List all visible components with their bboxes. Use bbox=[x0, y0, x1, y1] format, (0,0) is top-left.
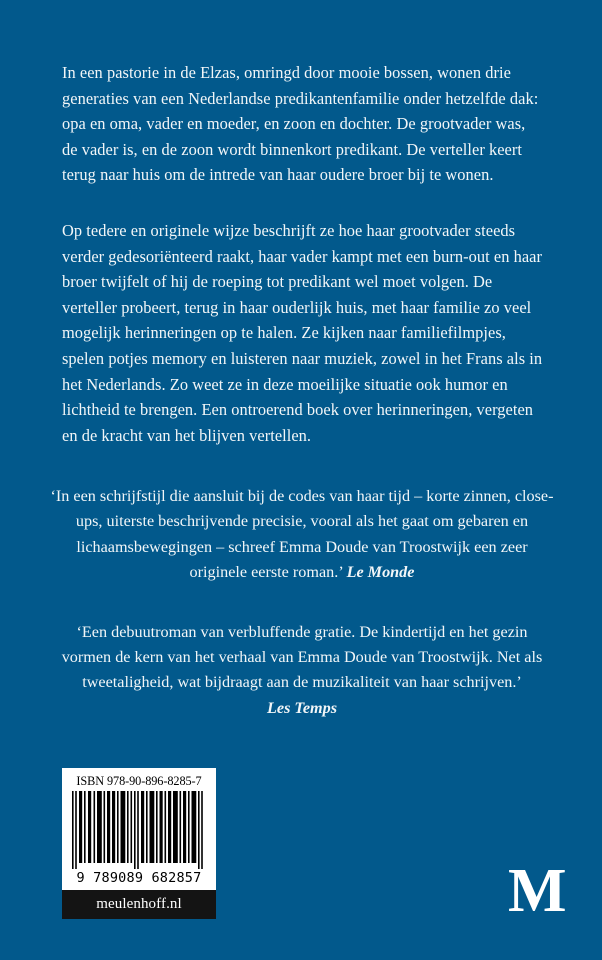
press-quote-1 bbox=[50, 484, 554, 586]
barcode-digits: 9 789089 682857 bbox=[76, 870, 202, 886]
blurb-paragraph-2: Op tedere en originele wijze beschrijft ze hoe haar grootvader steeds verder gedesoriënteerd raakt, haar vader kampt met een burn-out en haar broer twijfelt of hij de roeping tot predikant wel moet volgen. De verteller probeert, terug in haar ouderlijk huis, met haar familie zo veel mogelijk herinneringen op te halen. Ze kijken naar familiefilmpjes, spelen potjes memory en luisteren naar muziek, zowel in het Frans als in het Nederlands. Zo weet ze in deze moeilijke situatie ook humor en lichtheid te brengen. Een ontroerend boek over herinneringen, vergeten en de kracht van het blijven vertellen. bbox=[62, 220, 543, 445]
press-quotes-section bbox=[50, 484, 554, 721]
publisher-url: meulenhoff.nl bbox=[62, 890, 216, 919]
blurb-paragraph-1: In een pastorie in de Elzas, omringd door mooie bossen, wonen drie generaties van een Nederlandse predikantenfamilie onder hetzelfde dak: opa en oma, vader en moeder, en zoon en dochter. De grootvader was, de vader is, en de zoon wordt binnenkort predikant. De verteller keert terug naar huis om de intrede van haar oudere broer bij te wonen. bbox=[62, 63, 539, 185]
press-quote-2-text: ‘Een debuutroman van verbluffende gratie. De kindertijd en het gezin vormen de kern van het verhaal van Emma Doude van Troostwijk. Net als tweetaligheid, wat bijdraagt aan de muzikaliteit van haar schrijven.’ bbox=[61, 622, 543, 692]
isbn-label: ISBN 978-90-896-8285-7 bbox=[76, 774, 202, 788]
publisher-logo-m: M bbox=[508, 857, 567, 925]
blurb-section bbox=[62, 60, 544, 448]
barcode-icon bbox=[71, 791, 207, 869]
press-quote-2 bbox=[50, 620, 554, 722]
barcode-block bbox=[62, 768, 216, 919]
press-quote-1-text: ‘In een schrijfstijl die aansluit bij de codes van haar tijd – korte zinnen, close-ups, uiterste beschrijvende precisie, vooral als het gaat om gebaren en lichaamsbewegingen – schreef Emma Doude van Troostwijk een zeer originele eerste roman.’ bbox=[50, 487, 554, 582]
press-quote-1-source: Le Monde bbox=[346, 563, 415, 582]
press-quote-2-source: Les Temps bbox=[267, 698, 337, 717]
